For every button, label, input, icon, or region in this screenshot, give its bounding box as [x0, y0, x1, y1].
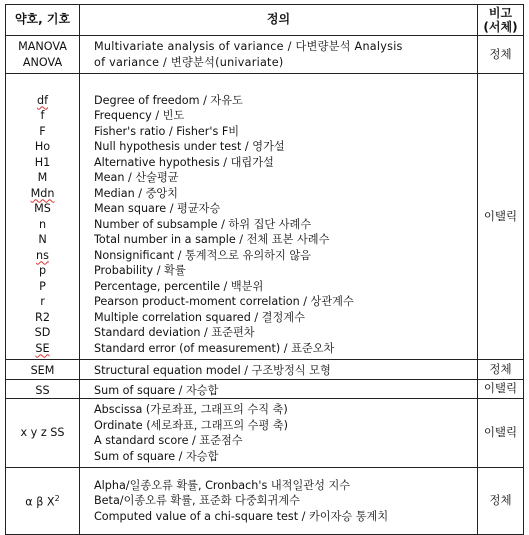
- header-note-line1: 비고: [488, 6, 513, 20]
- definition-text: of variance / 변량분석(univariate): [94, 55, 284, 69]
- note-cell: 정체: [478, 36, 524, 74]
- abbr-superscript: 2: [54, 494, 60, 504]
- header-note-line2: (서체): [483, 20, 518, 34]
- note-cell: 이탤릭: [478, 74, 524, 360]
- abbr-text: H1: [34, 155, 51, 169]
- header-abbr: 약호, 기호: [6, 5, 80, 36]
- abbr-cell: [6, 36, 80, 74]
- header-note: [478, 5, 524, 36]
- definition-text: Sum of square / 자승합: [94, 383, 219, 397]
- definition-text: Sum of square / 자승합: [94, 449, 219, 463]
- abbr-cell: [6, 74, 80, 360]
- abbr-text: N: [38, 233, 47, 246]
- definition-text: Nonsignificant / 통계적으로 유의하지 않음: [94, 248, 311, 262]
- abbr-text: f: [40, 109, 45, 122]
- definition-text: Structural equation model / 구조방정식 모형: [94, 364, 331, 377]
- table-row: [6, 379, 524, 399]
- abbr-text: MANOVA: [18, 40, 67, 53]
- spacer: [94, 77, 473, 93]
- abbr-cell: [6, 379, 80, 399]
- abbr-text: ns: [36, 248, 49, 262]
- abbr-text: ANOVA: [22, 55, 63, 69]
- abbreviation-table: [5, 4, 524, 535]
- definition-cell: [80, 379, 478, 399]
- abbr-text: R2: [35, 310, 50, 324]
- abbr-text: Mdn: [30, 186, 55, 200]
- definition-text: Computed value of a chi-square test / 카이자승 통계치: [94, 509, 389, 523]
- definition-text: Percentage, percentile / 백분위: [94, 279, 264, 293]
- definition-text: Standard error (of measurement) / 표준오차: [94, 341, 335, 355]
- definition-text: Probability / 확률: [94, 264, 186, 277]
- note-cell: 이탤릭: [478, 399, 524, 468]
- note-cell: 정체: [478, 468, 524, 535]
- definition-text: Null hypothesis under test / 영가설: [94, 140, 285, 153]
- abbr-text: x y z SS: [20, 426, 65, 440]
- definition-text: Degree of freedom / 자유도: [94, 93, 243, 107]
- abbr-text: P: [39, 279, 46, 293]
- table-header-row: [6, 5, 524, 36]
- definition-text: Beta/이종오류 확률, 표준화 다중회귀계수: [94, 494, 300, 508]
- definition-cell: [80, 399, 478, 468]
- definition-text: Alpha/일종오류 확률, Cronbach's 내적일관성 지수: [94, 478, 351, 492]
- definition-cell: [80, 36, 478, 74]
- table-row: [6, 399, 524, 468]
- abbr-text: MS: [34, 202, 51, 215]
- abbr-text: df: [36, 93, 49, 107]
- abbr-text: M: [37, 171, 48, 184]
- abbr-cell: [6, 468, 80, 535]
- table-row: [6, 36, 524, 74]
- abbr-text: α β X: [25, 496, 55, 510]
- definition-text: A standard score / 표준점수: [94, 434, 243, 447]
- table-row: [6, 74, 524, 360]
- definition-text: Pearson product-moment correlation / 상관계수: [94, 295, 354, 308]
- definition-cell: [80, 468, 478, 535]
- abbr-text: n: [38, 217, 47, 231]
- definition-text: Multivariate analysis of variance / 다변량분석 Analysis: [94, 40, 403, 53]
- definition-text: Number of subsample / 하위 집단 사례수: [94, 217, 312, 231]
- abbr-text: r: [40, 295, 45, 308]
- table-row: [6, 360, 524, 380]
- abbr-text: SEM: [30, 364, 55, 377]
- abbr-text: SS: [35, 383, 50, 397]
- abbr-cell: [6, 360, 80, 380]
- definition-cell: [80, 360, 478, 380]
- definition-text: Frequency / 빈도: [94, 109, 185, 122]
- definition-text: Fisher's ratio / Fisher's F비: [94, 124, 240, 138]
- definition-text: Ordinate (세로좌표, 그래프의 수평 축): [94, 418, 289, 432]
- note-cell: 이탤릭: [478, 379, 524, 399]
- abbr-text: SD: [34, 326, 51, 339]
- definition-text: Abscissa (가로좌표, 그래프의 수직 축): [94, 403, 288, 416]
- abbr-text: F: [39, 124, 46, 138]
- abbr-text: Ho: [34, 140, 51, 153]
- header-definition: 정의: [80, 5, 478, 36]
- definition-text: Multiple correlation squared / 결정계수: [94, 310, 305, 324]
- definition-cell: [80, 74, 478, 360]
- note-cell: 정체: [478, 360, 524, 380]
- definition-text: Mean / 산술평균: [94, 171, 179, 184]
- abbr-cell: [6, 399, 80, 468]
- definition-text: Standard deviation / 표준편차: [94, 326, 255, 339]
- abbr-text: p: [38, 264, 47, 277]
- abbreviation-document: [5, 4, 523, 535]
- table-row: [6, 468, 524, 535]
- spacer: [6, 77, 79, 93]
- definition-text: Total number in a sample / 전체 표본 사례수: [94, 233, 330, 246]
- definition-text: Median / 중앙치: [94, 186, 178, 200]
- definition-text: Mean square / 평균자승: [94, 202, 221, 215]
- definition-text: Alternative hypothesis / 대립가설: [94, 155, 274, 169]
- abbr-text: SE: [35, 341, 50, 355]
